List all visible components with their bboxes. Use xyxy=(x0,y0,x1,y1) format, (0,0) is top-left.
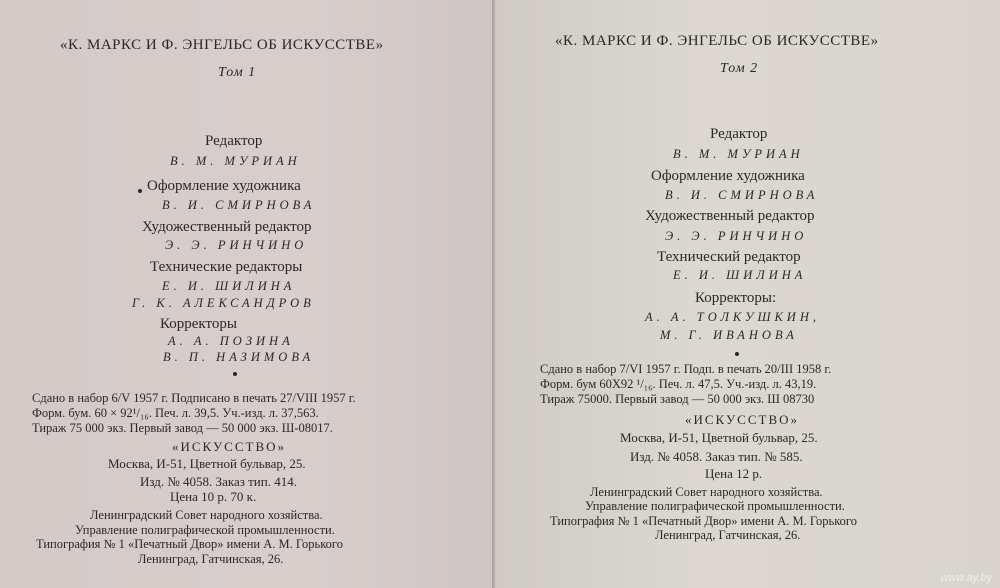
tech-editor-role: Технический редактор xyxy=(657,249,801,265)
book-title: «К. МАРКС И Ф. ЭНГЕЛЬС ОБ ИСКУССТВЕ» xyxy=(60,37,384,53)
tech-editor-1: Е. И. ШИЛИНА xyxy=(162,279,296,293)
watermark: www.ay.by xyxy=(940,572,992,584)
editor-role: Редактор xyxy=(205,133,263,149)
printer-line-3: Типография № 1 «Печатный Двор» имени А. М. Горького xyxy=(550,514,857,528)
design-name: В. И. СМИРНОВА xyxy=(162,198,316,212)
imprint-line-1: Сдано в набор 7/VI 1957 г. Подп. в печать 20/III 1958 г. xyxy=(540,362,832,376)
printer-line-1: Ленинградский Совет народного хозяйства. xyxy=(590,485,823,499)
proofreader-2: М. Г. ИВАНОВА xyxy=(660,328,798,342)
imprint-line-1: Сдано в набор 6/V 1957 г. Подписано в печать 27/VIII 1957 г. xyxy=(32,391,356,405)
imprint-line-2: Форм. бум. 60 × 92¹/₁₆. Печ. л. 39,5. Уч.-изд. л. 37,563. xyxy=(32,406,319,420)
proofreader-1: А. А. ПОЗИНА xyxy=(168,334,294,348)
editor-role: Редактор xyxy=(710,126,768,142)
right-page-vol2 xyxy=(495,0,1000,588)
proofreaders-role: Корректоры xyxy=(160,316,237,332)
price: Цена 12 р. xyxy=(705,466,763,481)
publisher-address: Москва, И-51, Цветной бульвар, 25. xyxy=(108,456,306,471)
proofreaders-role: Корректоры: xyxy=(695,290,777,306)
order-info: Изд. № 4058. Заказ тип. № 585. xyxy=(630,449,803,464)
editor-name: В. М. МУРИАН xyxy=(673,147,804,161)
bullet-mark xyxy=(735,352,739,356)
design-role: Оформление художника xyxy=(147,178,301,194)
design-role: Оформление художника xyxy=(651,168,805,184)
bullet-mark xyxy=(138,189,142,193)
editor-name: В. М. МУРИАН xyxy=(170,154,301,168)
printer-line-2: Управление полиграфической промышленности. xyxy=(75,523,335,537)
printer-line-4: Ленинград, Гатчинская, 26. xyxy=(655,528,801,542)
printer-line-4: Ленинград, Гатчинская, 26. xyxy=(138,552,284,566)
printer-line-2: Управление полиграфической промышленности. xyxy=(585,499,845,513)
publisher-address: Москва, И-51, Цветной бульвар, 25. xyxy=(620,430,818,445)
proofreader-2: В. П. НАЗИМОВА xyxy=(163,350,315,364)
art-editor-role: Художественный редактор xyxy=(142,219,312,235)
bullet-mark xyxy=(233,372,237,376)
printer-line-3: Типография № 1 «Печатный Двор» имени А. М. Горького xyxy=(36,537,343,551)
proofreader-1: А. А. ТОЛКУШКИН, xyxy=(645,310,820,324)
volume-label: Том 1 xyxy=(218,65,257,80)
imprint-line-2: Форм. бум 60X92 ¹/₁₆. Печ. л. 47,5. Уч.-изд. л. 43,19. xyxy=(540,377,817,391)
tech-editors-role: Технические редакторы xyxy=(150,259,303,275)
art-editor-role: Художественный редактор xyxy=(645,208,815,224)
art-editor-name: Э. Э. РИНЧИНО xyxy=(665,229,808,243)
tech-editor-2: Г. К. АЛЕКСАНДРОВ xyxy=(132,296,315,310)
price: Цена 10 р. 70 к. xyxy=(170,489,257,504)
imprint-line-3: Тираж 75000. Первый завод — 50 000 экз. Ш 08730 xyxy=(540,392,815,406)
volume-label: Том 2 xyxy=(720,61,759,76)
publisher-name: «ИСКУССТВО» xyxy=(172,439,287,454)
tech-editor-name: Е. И. ШИЛИНА xyxy=(673,268,807,282)
publisher-name: «ИСКУССТВО» xyxy=(685,412,800,427)
design-name: В. И. СМИРНОВА xyxy=(665,188,819,202)
book-title: «К. МАРКС И Ф. ЭНГЕЛЬС ОБ ИСКУССТВЕ» xyxy=(555,33,879,49)
order-info: Изд. № 4058. Заказ тип. 414. xyxy=(140,474,297,489)
printer-line-1: Ленинградский Совет народного хозяйства. xyxy=(90,508,323,522)
imprint-line-3: Тираж 75 000 экз. Первый завод — 50 000 экз. Ш-08017. xyxy=(32,421,333,435)
art-editor-name: Э. Э. РИНЧИНО xyxy=(165,238,308,252)
left-page-vol1 xyxy=(0,0,495,588)
